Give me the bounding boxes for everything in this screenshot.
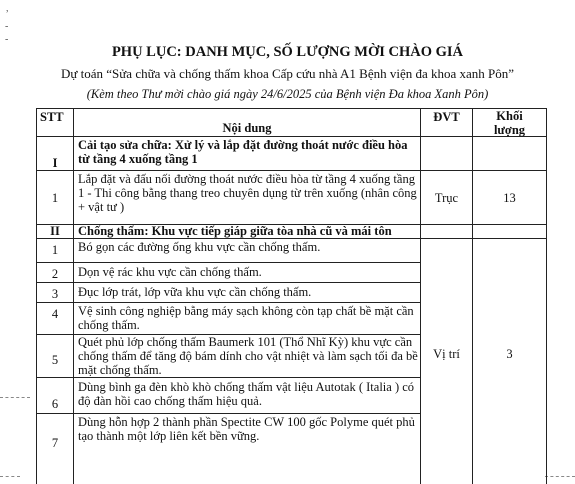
section-number: I — [52, 156, 58, 170]
scan-mark: - — [5, 21, 9, 32]
section-unit: Vị trí — [433, 347, 460, 361]
scan-line — [0, 476, 20, 477]
header-qty: Khối lượng — [493, 109, 526, 137]
row-number: 2 — [51, 267, 59, 281]
document-title: PHỤ LỤC: DANH MỤC, SỐ LƯỢNG MỜI CHÀO GIÁ — [111, 44, 464, 60]
document-subtitle: Dự toán “Sửa chữa và chống thấm khoa Cấp cứu nhà A1 Bệnh viện đa khoa xanh Pôn” — [60, 66, 515, 81]
row-unit: Trục — [434, 191, 459, 205]
row-content: Dùng bình ga đèn khò khò chống thấm vật liệu Autotak ( Italia ) có độ đàn hồi cao chống thấm hiệu quả. — [78, 380, 415, 408]
row-content: Vệ sinh công nghiệp bằng máy sạch không còn tạp chất bề mặt cần chống thấm. — [78, 304, 414, 332]
row-number: 4 — [51, 307, 59, 321]
row-content: Quét phủ lớp chống thấm Baumerk 101 (Thổ Nhĩ Kỳ) khu vực cần chống thấm để tăng độ bám dính cho vật nhiệt và làm sạch tối đa bề mặt chống thấm. — [78, 335, 418, 377]
row-content: Dọn vệ rác khu vực cần chống thấm. — [78, 265, 262, 279]
header-content: Nội dung — [222, 121, 272, 135]
row-content: Lắp đặt và đấu nối đường thoát nước điều hòa từ tầng 4 xuống tầng 1 - Thi công bằng thang treo chuyên dụng từ trên xuống (nhân công + vật tư ) — [78, 172, 417, 214]
scan-mark: - — [5, 34, 9, 45]
row-number: 3 — [51, 287, 59, 301]
header-stt: STT — [40, 110, 64, 124]
row-content: Dùng hỗn hợp 2 thành phần Spectite CW 100 gốc Polyme quét phủ tạo thành một lớp liên kết bền vững. — [78, 415, 415, 443]
row-number: 6 — [51, 397, 59, 411]
scan-line — [545, 476, 575, 477]
row-number: 5 — [51, 353, 59, 367]
row-content: Bó gọn các đường ống khu vực cần chống thấm. — [78, 240, 321, 254]
row-number: 1 — [51, 191, 59, 205]
row-number: 1 — [51, 243, 59, 257]
scan-line — [0, 397, 30, 398]
section-title: Chống thấm: Khu vực tiếp giáp giữa tòa nhà cũ và mái tôn — [78, 224, 392, 238]
row-number: 7 — [51, 436, 59, 450]
section-title: Cải tạo sửa chữa: Xử lý và lắp đặt đường thoát nước điều hòa từ tầng 4 xuống tầng 1 — [78, 138, 408, 166]
row-content: Đục lớp trát, lớp vữa khu vực cần chống thấm. — [78, 285, 312, 299]
row-qty: 13 — [503, 191, 516, 205]
section-number: II — [50, 224, 60, 238]
header-unit: ĐVT — [433, 110, 460, 124]
section-qty: 3 — [506, 347, 513, 361]
document-note: (Kèm theo Thư mời chào giá ngày 24/6/2025 của Bệnh viện Đa khoa Xanh Pôn) — [86, 87, 489, 101]
scan-mark: , — [6, 3, 9, 14]
